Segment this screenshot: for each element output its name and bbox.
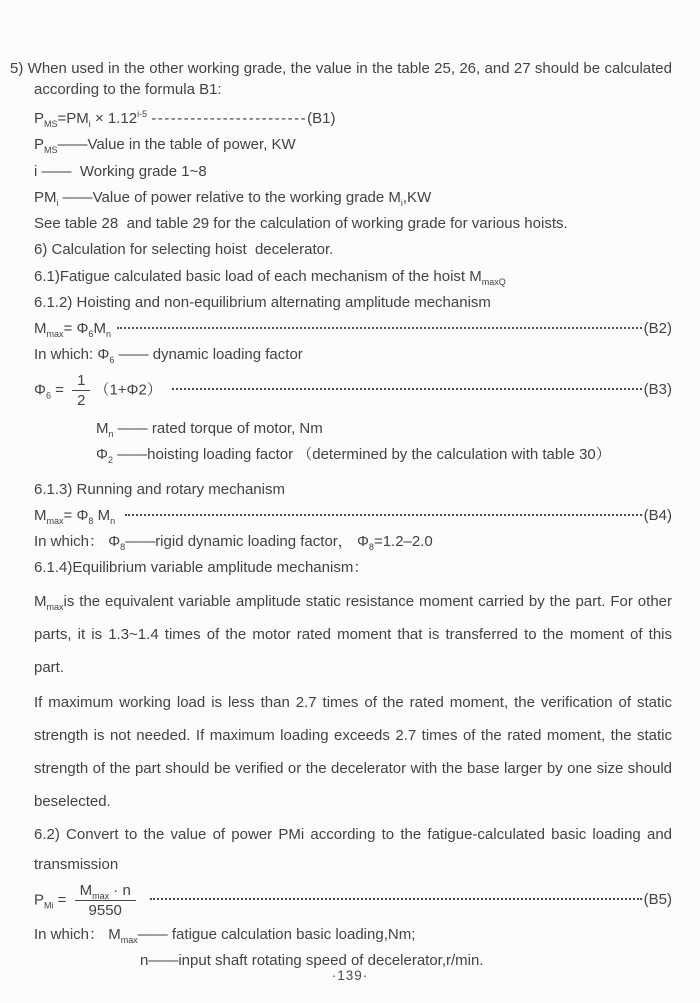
formula-b2-label: (B2) [643,320,672,337]
section-6-1-3-heading: 6.1.3) Running and rotary mechanism [34,480,285,498]
paragraph-static-strength: If maximum working load is less than 2.7 times of the rated moment, the verification of static strength is not needed. If maximum loading exceeds 2.7 times of the rated moment, the static strength of the part should be verified or the decelerator with the base larger by one size should beselected. [34,693,672,810]
definition-i-text: i —— Working grade 1~8 [34,162,207,180]
definition-pms [34,135,672,155]
section-6-1-heading [34,267,672,287]
paragraph-mmax [34,585,672,684]
paragraph-mmax-text: $M_{max}is$ the equivalent variable amplitude static resistance moment carried by the part. For other parts, it is 1.3~1.4 times of the motor rated moment that is transferred to the moment of this part. [34,592,672,676]
section-6-1-2-heading: 6.1.2) Hoisting and non-equilibrium alternating amplitude mechanism [34,293,491,311]
formula-b3-dotted-leader [172,388,642,390]
section-6-2-heading: 6.2) Convert to the value of power PMi according to the fatigue-calculated basic loading and transmission [34,825,672,873]
formula-b2-expression: $M_{max}= \Phi_6M_n$ [34,320,111,339]
in-which-b5-text: In which： $M_{max}——$ fatigue calculation basic loading,Nm; [34,926,416,945]
in-which-b2-text: In which: $\Phi_6$ —— dynamic loading factor [34,346,303,366]
formula-b4-expression: $M_{max}= \Phi_8$ $M_n$ [34,506,116,526]
in-which-b4 [34,532,672,552]
paragraph-5: 5) When used in the other working grade, the value in the table 25, 26, and 27 should be calculated according to the formula B1: [10,60,672,98]
formula-b1-leader: ------------------------ [151,110,308,127]
formula-b5-label: (B5) [643,891,672,909]
formula-b3-expression: $\Phi_6$ = $\frac{1}{2}$ （1+Φ2） [34,371,167,409]
definition-n: n——input shaft rotating speed of decelerator,r/min. [140,952,484,970]
definition-pmi-text: $PM_i$ ——Value of power relative to the working grade $M_i,KW$ [34,188,432,208]
formula-b3-label: (B3) [643,381,672,399]
definition-phi2-text: $\Phi_2$ ——hoisting loading factor （determined by the calculation with table 30） [96,446,611,466]
formula-b5 [34,882,672,920]
definition-phi2 [96,445,672,465]
section-6-1-4-heading: 6.1.4)Equilibrium variable amplitude mechanism： [34,559,369,577]
formula-b4-dotted-leader [125,514,641,516]
definition-mn [96,419,672,439]
formula-b1-label: (B1) [307,110,336,127]
definition-pms-text: $P_{MS}——Value$ in the table of power, KW [34,136,296,156]
page-number: ·139· [331,968,369,983]
formula-b5-expression: $P_{Mi}$ = $\frac{M_{max} \cdot n}{9550}$ [34,882,144,920]
section-6-heading: 6) Calculation for selecting hoist decelerator. [34,241,334,259]
definition-i [34,162,672,182]
formula-b5-dotted-leader [150,898,642,900]
in-which-b5 [34,925,672,945]
formula-b4-label: (B4) [643,506,672,524]
formula-b1 [34,109,672,129]
formula-b2-dotted-leader [117,327,642,329]
formula-b1-expression: $P_{MS}=PM_i \times 1.12^{i-5}$ [34,109,148,129]
formula-b4 [34,506,672,526]
in-which-b2 [34,345,672,365]
definition-mn-text: $M_n$ —— rated torque of motor, Nm [96,420,323,439]
definition-pmi [34,188,672,208]
section-6-1-text: 6.1)Fatigue calculated basic load of each mechanism of the hoist $M_{maxQ}$ [34,267,506,287]
see-tables-note: See table 28 and table 29 for the calculation of working grade for various hoists. [34,215,568,232]
formula-b3 [34,372,672,410]
in-which-b4-text: In which： $\Phi_8——rigid$ dynamic loading factor， $\Phi_8=1.2-2.0$ [34,533,433,552]
formula-b2 [34,319,672,339]
